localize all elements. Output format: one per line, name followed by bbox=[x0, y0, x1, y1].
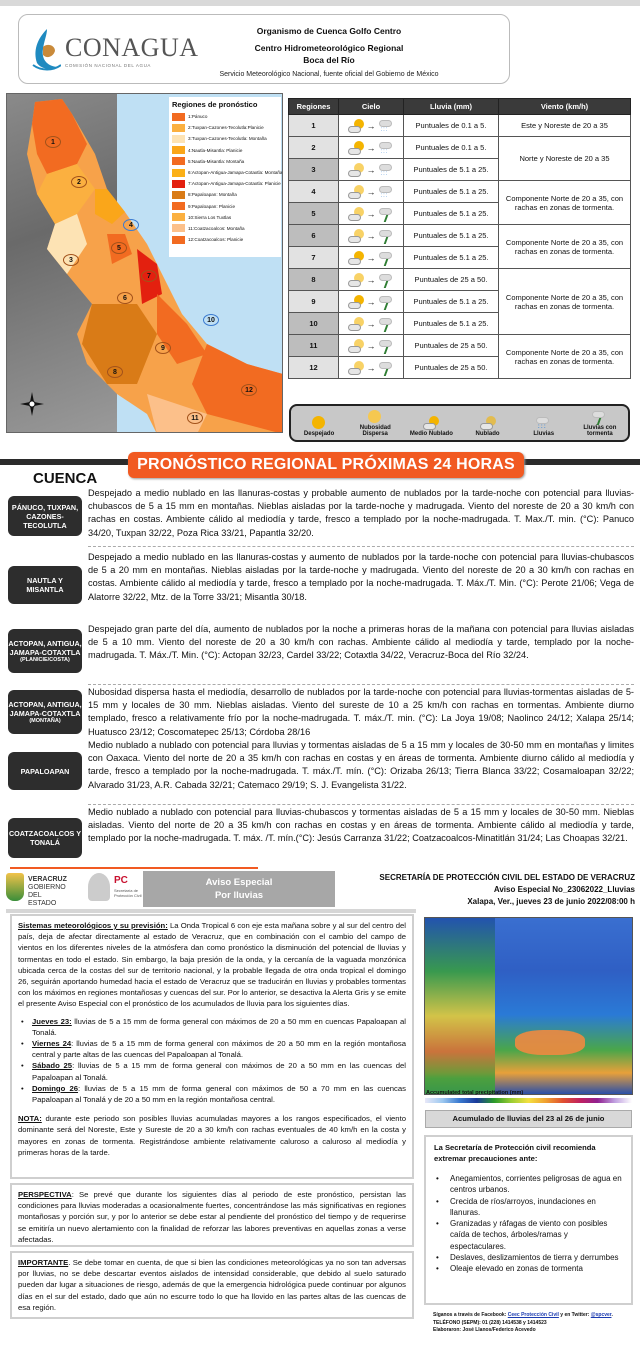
sky-legend-label: Lluvias con tormenta bbox=[583, 425, 617, 437]
aviso-date: Xalapa, Ver., jueves 23 de junio 2022/08:00 h bbox=[467, 897, 635, 906]
legend-item bbox=[172, 133, 278, 144]
thunderstorm-icon bbox=[379, 273, 395, 287]
legend-label: 10:Sierra Los Tuxtlas bbox=[188, 214, 232, 220]
rain-cell: Puntuales de 0.1 a 5. bbox=[404, 115, 499, 137]
thunderstorm-icon bbox=[379, 207, 395, 221]
basin-name: NAUTLA Y MISANTLA bbox=[26, 576, 64, 594]
sky-legend-item bbox=[574, 410, 626, 437]
day-label: Viernes 24 bbox=[32, 1039, 72, 1049]
region-badge-10: 10 bbox=[203, 314, 219, 326]
precip-title: Accumulated total precipitation (mm) bbox=[426, 1090, 524, 1096]
rain-cell: Puntuales de 25 a 50. bbox=[404, 335, 499, 357]
org-title: SECRETARÍA DE PROTECCIÓN CIVIL DEL ESTADO DE VERACRUZ bbox=[379, 873, 635, 882]
dotted-divider bbox=[88, 546, 634, 547]
daily-forecast-item bbox=[18, 1038, 406, 1060]
region-number: 9 bbox=[289, 291, 339, 313]
rain-icon: ::: bbox=[536, 416, 552, 430]
logo1-line: DEL ESTADO bbox=[28, 892, 57, 907]
dotted-divider bbox=[88, 684, 634, 685]
region-number: 10 bbox=[289, 313, 339, 335]
arrow-right-icon: → bbox=[366, 340, 376, 351]
sky-cell bbox=[339, 159, 404, 181]
daily-forecast-list bbox=[18, 1016, 406, 1106]
precip-caption: Acumulado de lluvias del 23 al 26 de junio bbox=[425, 1110, 632, 1128]
legend-swatch bbox=[172, 202, 185, 210]
legend-item bbox=[172, 234, 278, 245]
sky-legend-item bbox=[518, 416, 570, 437]
wind-cell: Este y Noreste de 20 a 35 bbox=[499, 115, 631, 137]
systems-heading: Sistemas meteorológicos y su previsión: bbox=[18, 921, 168, 930]
region-number: 2 bbox=[289, 137, 339, 159]
basin-label bbox=[8, 629, 82, 673]
legend-label: 12:Coatzacoalcos: Planicie bbox=[188, 237, 244, 243]
legend-label: 11:Coatzacoalcos: Montaña bbox=[188, 225, 245, 231]
legend-item bbox=[172, 122, 278, 133]
table-row bbox=[289, 115, 631, 137]
sky-cell bbox=[339, 313, 404, 335]
sky-cell bbox=[339, 181, 404, 203]
rain-cell: Puntuales de 5.1 a 25. bbox=[404, 313, 499, 335]
region-badge-6: 6 bbox=[117, 292, 133, 304]
sky-legend bbox=[289, 404, 630, 442]
cloudy-icon bbox=[348, 229, 364, 243]
region-number: 7 bbox=[289, 247, 339, 269]
daily-forecast-item bbox=[18, 1016, 406, 1038]
thunderstorm-icon bbox=[379, 251, 395, 265]
table-row bbox=[289, 181, 631, 203]
thunderstorm-icon bbox=[592, 410, 608, 424]
basin-description: Medio nublado a nublado con potencial para lluvias-chubascos y tormentas aisladas de 5 a 15 mm y locales de 30-50 mm. Nieblas aisladas. Viento del norte de 20 a 35 km/h con rachas en costas y en áreas de tormenta. Ambiente cálido al mediodía y tarde, templado por la noche-madrugada. T. máx. /T. mín.(°C): Jesús Carranza 31/22; Coatzacoalcos-Minatitlán 31/24; Las Choapas 32/21. bbox=[88, 807, 634, 844]
day-text: : lluvias de 5 a 15 mm de forma general con máximos de 50 a 70 mm en las cuencas Papaloapan al Tonalá y de 20 a 50 mm en la región montañosa central. bbox=[32, 1083, 406, 1105]
region-number: 4 bbox=[289, 181, 339, 203]
cloudy-icon bbox=[348, 163, 364, 177]
top-strip bbox=[0, 0, 640, 6]
basin-label bbox=[8, 690, 82, 734]
col-header-viento: Viento (km/h) bbox=[499, 99, 631, 115]
legend-item bbox=[172, 145, 278, 156]
legend-swatch bbox=[172, 135, 185, 143]
aviso-banner-line1: Aviso Especial bbox=[205, 877, 273, 888]
rain-icon: ::: bbox=[379, 185, 395, 199]
recommendation-item: • Deslaves, deslizamientos de tierra y derrumbes bbox=[434, 1252, 623, 1263]
day-label: Jueves 23: bbox=[32, 1016, 72, 1026]
header-center: Centro Hidrometeorológico Regional bbox=[254, 43, 404, 53]
basin-description: Nubosidad dispersa hasta el mediodía, desarrollo de nublados por la tarde-noche con potencial para lluvias-tormentas aisladas de 5-15 mm y locales de 30 mm. Nieblas aisladas. Viento del sureste de 10 a 25 km/h con rachas en tormentas. Ambiente diurno templado, fresco a relativamente frío por la noche-madrugada. T. máx./T. min. (°C): La Joya 19/08; Naolinco 24/12; Xalapa 25/14; Huatusco 23/12; Coscomatepec 25/13; Córdoba 28/16 bbox=[88, 687, 634, 737]
cloudy-icon bbox=[348, 361, 364, 375]
forecast-table bbox=[288, 98, 631, 379]
basin-label bbox=[8, 752, 82, 790]
pc-seal-icon bbox=[88, 873, 110, 901]
legend-item bbox=[172, 201, 278, 212]
recommendations-list bbox=[434, 1173, 623, 1275]
arrow-right-icon: → bbox=[366, 208, 376, 219]
precip-color-scale bbox=[425, 1098, 632, 1103]
rain-cell: Puntuales de 5.1 a 25. bbox=[404, 203, 499, 225]
sky-legend-label: Nublado bbox=[475, 431, 500, 437]
recommendation-item: • Oleaje elevado en zonas de tormenta bbox=[434, 1263, 623, 1274]
recommendation-item: • Granizadas y ráfagas de viento con posibles caída de techos, árboles/ramas y espectaculares. bbox=[434, 1218, 623, 1252]
sky-legend-item bbox=[293, 416, 345, 437]
thunderstorm-icon bbox=[379, 295, 395, 309]
wind-cell: Componente Norte de 20 a 35, con rachas en zonas de tormenta. bbox=[499, 181, 631, 225]
footer-phone: . TELÉFONO (SEPM): 01 (228) 1414538 y 1414523 bbox=[433, 1312, 613, 1326]
legend-item bbox=[172, 223, 278, 234]
arrow-right-icon: → bbox=[366, 252, 376, 263]
partly-cloudy-icon bbox=[348, 141, 364, 155]
recommendation-item: • Anegamientos, corrientes peligrosas de agua en centros urbanos. bbox=[434, 1173, 623, 1196]
basin-name: PAPALOAPAN bbox=[20, 766, 70, 776]
region-badge-11: 11 bbox=[187, 412, 203, 424]
legend-label: 4:Nautla-Misantla: Planicie bbox=[188, 147, 243, 153]
region-badge-1: 1 bbox=[45, 136, 61, 148]
legend-label: 1:Pánuco bbox=[188, 114, 208, 120]
rain-cell: Puntuales de 25 a 50. bbox=[404, 357, 499, 379]
basin-name: ACTOPAN, ANTIGUA, JAMAPA-COTAXTLA bbox=[8, 638, 82, 657]
arrow-right-icon: → bbox=[366, 318, 376, 329]
aviso-banner-line2: Por lluvias bbox=[214, 890, 264, 901]
region-number: 1 bbox=[289, 115, 339, 137]
facebook-link[interactable]: Ceec Protección Civil bbox=[507, 1312, 559, 1318]
sky-legend-label: Despejado bbox=[303, 431, 335, 437]
cloudy-icon bbox=[348, 207, 364, 221]
perspectiva-box bbox=[10, 1183, 414, 1247]
basin-description: Despejado a medio nublado en las llanuras-costas y aumento de nublados por la tarde-noche con potencial para lluvias-chubascos de 5 a 20 mm en montañas. Nieblas aisladas por la tarde-noche y madrugada. Viento del noreste de 20 a 30 km/h con rachas en costas. Ambiente cálido al mediodía y tarde, fresco a templado por la noche-madrugada. T. Máx./T. Min. (°C): Perote 21/06; Vega de Alatorre 32/22, Mtz. de la Torre 33/21; Misantla 30/18. bbox=[88, 552, 634, 602]
day-label: Domingo 26 bbox=[32, 1083, 79, 1093]
importante-text: . Se debe tomar en cuenta, de que si bien las condiciones meteorológicas ya no son tan adversas por lluvias, no se debe descartar eventos aislados de intensidad considerable, que debido al suelo saturado pueden dar lugar a situaciones de riesgo, además de que la emergencia hidrológica puede continuar por algunos días en el sur del estado, dado que aún no escurre todo lo que ha llovido en las partes altas de las cuencas de esa región. bbox=[18, 1258, 406, 1312]
day-text: : lluvias de 5 a 15 mm de forma general con máximos de 20 a 50 mm en la región montañosa central y parte altas de las cuencas del Papaloapan al Tonalá. bbox=[32, 1039, 406, 1060]
arrow-right-icon: → bbox=[366, 230, 376, 241]
partly-cloudy-icon bbox=[348, 119, 364, 133]
region-number: 12 bbox=[289, 357, 339, 379]
arrow-right-icon: → bbox=[366, 186, 376, 197]
rain-cell: Puntuales de 25 a 50. bbox=[404, 269, 499, 291]
legend-label: 3:Tuxpan-Cazones-Tecolutla: Montaña bbox=[188, 136, 267, 142]
nota-heading: NOTA: bbox=[18, 1114, 42, 1124]
header-source: Servicio Meteorológico Nacional, fuente oficial del Gobierno de México bbox=[219, 71, 439, 78]
logo-subtitle: COMISIÓN NACIONAL DEL AGUA bbox=[65, 63, 152, 68]
partly-cloudy-icon bbox=[348, 251, 364, 265]
map-legend bbox=[169, 97, 281, 257]
aviso-especial-banner bbox=[143, 871, 335, 907]
region-number: 6 bbox=[289, 225, 339, 247]
table-row bbox=[289, 335, 631, 357]
proteccion-civil-logo bbox=[88, 873, 148, 905]
basin-label bbox=[8, 566, 82, 604]
rain-cell: Puntuales de 0.1 a 5. bbox=[404, 137, 499, 159]
sky-cell bbox=[339, 225, 404, 247]
forecast-regions-map bbox=[6, 93, 283, 433]
sky-legend-item bbox=[462, 416, 514, 437]
gray-divider bbox=[6, 909, 416, 913]
sky-cell bbox=[339, 335, 404, 357]
cloudy-icon bbox=[348, 185, 364, 199]
legend-item bbox=[172, 178, 281, 189]
daily-forecast-item bbox=[18, 1083, 406, 1105]
legend-item bbox=[172, 111, 278, 122]
sky-legend-label: Medio Nublado bbox=[409, 431, 453, 437]
nota-text: durante este periodo son posibles lluvias acumuladas mayores a los rangos especificados, el viento dominante será del Noreste, Este y Sureste de 20 a 30 km/h con rachas eventuales de 40 km/h en la costa y mayores en zonas de tormenta. Registrándose ambiente relativamente caluroso a caluroso al mediodía y primeras horas de la tarde. bbox=[18, 1114, 406, 1157]
sun-haze-icon bbox=[367, 410, 383, 424]
sky-cell bbox=[339, 247, 404, 269]
sky-legend-item bbox=[349, 410, 401, 437]
legend-swatch bbox=[172, 113, 185, 121]
legend-swatch bbox=[172, 157, 185, 165]
twitter-link[interactable]: @spcver bbox=[590, 1312, 612, 1318]
day-label: Sábado 25 bbox=[32, 1061, 73, 1071]
footer-authors: Elaboraron: José Llanos/Federico Acevedo bbox=[433, 1327, 536, 1333]
legend-swatch bbox=[172, 236, 185, 244]
header-titles bbox=[169, 15, 489, 85]
region-badge-8: 8 bbox=[107, 366, 123, 378]
legend-swatch bbox=[172, 191, 185, 199]
cloudy-icon bbox=[348, 273, 364, 287]
logo1-line: GOBIERNO bbox=[28, 884, 66, 891]
legend-label: 5:Nautla-Misantla: Montaña bbox=[188, 158, 245, 164]
sky-cell bbox=[339, 115, 404, 137]
wind-cell: Norte y Noreste de 20 a 35 bbox=[499, 137, 631, 181]
basin-name: PÁNUCO, TUXPAN, CAZONES-TECOLUTLA bbox=[11, 502, 79, 530]
rain-icon: ::: bbox=[379, 119, 395, 133]
arrow-right-icon: → bbox=[366, 142, 376, 153]
arrow-right-icon: → bbox=[366, 120, 376, 131]
accumulated-precipitation-map bbox=[424, 917, 633, 1095]
arrow-right-icon: → bbox=[366, 274, 376, 285]
region-number: 8 bbox=[289, 269, 339, 291]
sky-cell bbox=[339, 203, 404, 225]
arrow-right-icon: → bbox=[366, 164, 376, 175]
basin-description: Despejado gran parte del día, aumento de nublados por la noche a primeras horas de la mañana con potencial para lluvias aisladas de 5 a 10 mm. Viento del noreste de 20 a 30 km/h con rachas. Ambiente cálido al mediodía y tarde, templado por la noche-madrugada. T. Máx./T. Min. (°C): Actopan 32/23, Cardel 33/22; Cotaxtla 34/22, Veracruz-Boca del Río 32/24. bbox=[88, 624, 634, 661]
recommendation-item: • Crecida de ríos/arroyos, inundaciones en llanuras. bbox=[434, 1196, 623, 1219]
legend-label: 6:Actopan-Antigua-Jamapa-Cotaxtla: Montaña bbox=[188, 170, 283, 176]
sky-legend-label: Nubosidad Dispersa bbox=[359, 425, 391, 437]
compass-icon bbox=[20, 392, 44, 416]
arrow-right-icon: → bbox=[366, 296, 376, 307]
basin-name: COATZACOALCOS Y TONALÁ bbox=[8, 829, 81, 847]
cloudy-icon bbox=[348, 339, 364, 353]
recommendations-title: La Secretaría de Protección civil recomienda extremar precauciones ante: bbox=[434, 1143, 596, 1163]
wind-cell: Componente Norte de 20 a 35, con rachas en zonas de tormenta. bbox=[499, 269, 631, 335]
sky-cell bbox=[339, 269, 404, 291]
legend-swatch bbox=[172, 124, 185, 132]
veracruz-logo bbox=[6, 873, 71, 905]
legend-label: 8:Papaloapan: Montaña bbox=[188, 192, 237, 198]
legend-item bbox=[172, 189, 278, 200]
logo-text: CONAGUA bbox=[65, 33, 199, 62]
region-badge-12: 12 bbox=[241, 384, 257, 396]
footer-mid: y en Twitter: bbox=[558, 1312, 591, 1318]
day-text: lluvias de 5 a 15 mm de forma general con máximos de 20 a 50 mm en cuencas Papaloapan al Tonalá. bbox=[32, 1016, 406, 1037]
table-row bbox=[289, 225, 631, 247]
region-badge-3: 3 bbox=[63, 254, 79, 266]
sky-cell bbox=[339, 137, 404, 159]
basin-description: Medio nublado a nublado con potencial para lluvias y tormentas aisladas de 5 a 15 mm y locales de 30-50 mm en montañas y limites con Oaxaca. Viento del norte de 20 a 35 km/h con rachas en costas y en áreas de tormenta. Ambiente diurno cálido al mediodía y tarde, fresco a templado por la noche-madrugada. T. máx./T. mín. (°C): Orizaba 26/13; Tierra Blanca 33/22; Cosamaloapan 32/22; Alvarado 31/23, A.R. Cabada 32/21; Catemaco 29/19; S. J. Evangelista 31/22. bbox=[88, 740, 634, 790]
legend-item bbox=[172, 212, 278, 223]
aviso-header bbox=[345, 872, 635, 908]
systems-text: La Onda Tropical 6 con eje esta mañana sobre y al sur del centro del país, deja de afectar directamente al estado de Veracruz, que en combinación con el cambio del campo de vientos en los diferentes niveles de la atmósfera dan como pronóstico la disminución del potencial de lluvias y tormentas en todo el estado. Sin embargo, la baja presión de la onda, y la cercanía de la vaguada monzónica ubicada cerca de la costas del sur de territorio nacional, y la probable llegada de otra onda tropical el domingo 26, seguirán aportando humedad hacia el estado de Veracruz que se traducirán en lluvias y probables tormentas con los máximos en regiones montañosas y cuencas del sur. Por lo anterior, se desactiva la Alerta Gris y se emite el presente Aviso Especial con el pronóstico de los acumulados de lluvia para los siguientes días. bbox=[18, 921, 406, 1009]
basin-description: Despejado a medio nublado en las llanuras-costas y probable aumento de nublados por la tarde-noche con potencial para lluvias-chubascos de 5 a 15 mm en montañas. Nieblas aisladas por la tarde-noche y madrugada. Viento del noreste de 20 a 30 km/h con rachas en costas. Ambiente cálido al mediodía y tarde, fresco a templado por la noche-madrugada. T. Max./T. min. (°C): Panuco 34/20, Tuxpan 32/22, Poza Rica 33/21, Papantla 32/20. bbox=[88, 488, 634, 538]
conagua-logo bbox=[29, 27, 199, 73]
footer-prefix: Síganos a través de Facebook: bbox=[433, 1312, 508, 1318]
cloudy-icon bbox=[480, 416, 496, 430]
perspectiva-heading: PERSPECTIVA bbox=[18, 1190, 72, 1199]
basin-label bbox=[8, 496, 82, 536]
basin-label bbox=[8, 818, 82, 858]
legend-label: 7:Actopan-Antigua-Jamapa-Cotaxtla: Planicie bbox=[188, 181, 281, 187]
legend-swatch bbox=[172, 169, 185, 177]
legend-swatch bbox=[172, 224, 185, 232]
sun-icon bbox=[311, 416, 327, 430]
daily-forecast-item bbox=[18, 1060, 406, 1082]
precip-maxima bbox=[515, 1030, 585, 1055]
arrow-right-icon: → bbox=[366, 362, 376, 373]
basin-sub: (MONTAÑA) bbox=[29, 717, 61, 724]
pc-subtitle: Secretaría de Protección Civil bbox=[114, 888, 142, 898]
thunderstorm-icon bbox=[379, 317, 395, 331]
wind-cell: Componente Norte de 20 a 35, con rachas en zonas de tormenta. bbox=[499, 335, 631, 379]
partly-cloudy-icon bbox=[423, 416, 439, 430]
cloudy-icon bbox=[348, 317, 364, 331]
header-location: Boca del Río bbox=[303, 55, 355, 65]
basin-sub: (PLANICIE/COSTA) bbox=[20, 656, 70, 663]
cuenca-heading: CUENCA bbox=[33, 470, 98, 487]
table-row bbox=[289, 137, 631, 159]
region-badge-7: 7 bbox=[141, 270, 157, 282]
region-badge-4: 4 bbox=[123, 219, 139, 231]
rain-cell: Puntuales de 5.1 a 25. bbox=[404, 159, 499, 181]
legend-label: 9:Papaloapan: Planicie bbox=[188, 203, 235, 209]
legend-swatch bbox=[172, 146, 185, 154]
legend-label: 2:Tuxpan-Cazones-Tecolutla:Planicie bbox=[188, 125, 264, 131]
thunderstorm-icon bbox=[379, 339, 395, 353]
recommendations-box bbox=[424, 1135, 633, 1305]
day-text: : lluvias de 5 a 15 mm de forma general con máximos de 20 a 50 mm en las cuencas del Papaloapan al Tonalá. bbox=[32, 1061, 406, 1082]
partly-cloudy-icon bbox=[348, 295, 364, 309]
perspectiva-text: : Se prevé que durante los siguientes días al periodo de este pronóstico, persistan las condiciones para lluvias moderadas a ocasionalmente fuertes, concentrándose las más significativas en regiones montañosas y porción sur, y por lo anterior se debe estar al pendiente del pronóstico del tiempo y de requerirse se emitiría un nuevo alertamiento con la finalidad de reforzar las labores preventivas en aquellas zonas a verse afectadas. bbox=[18, 1190, 406, 1244]
rain-cell: Puntuales de 5.1 a 25. bbox=[404, 291, 499, 313]
table-row bbox=[289, 269, 631, 291]
sky-cell bbox=[339, 291, 404, 313]
sky-legend-label: Lluvias bbox=[533, 431, 555, 437]
region-badge-5: 5 bbox=[111, 242, 127, 254]
region-badge-9: 9 bbox=[155, 342, 171, 354]
region-number: 3 bbox=[289, 159, 339, 181]
wind-cell: Componente Norte de 20 a 35, con rachas en zonas de tormenta. bbox=[499, 225, 631, 269]
regional-forecast-title: PRONÓSTICO REGIONAL PRÓXIMAS 24 HORAS bbox=[128, 452, 524, 478]
veracruz-shield-icon bbox=[6, 873, 24, 901]
header-org: Organismo de Cuenca Golfo Centro bbox=[256, 26, 402, 36]
rain-icon: ::: bbox=[379, 163, 395, 177]
thunderstorm-icon bbox=[379, 361, 395, 375]
col-header-cielo: Cielo bbox=[339, 99, 404, 115]
contact-footer bbox=[433, 1312, 638, 1335]
pc-title: PC bbox=[114, 875, 128, 886]
dotted-divider bbox=[88, 804, 634, 805]
col-header-lluvia: Lluvia (mm) bbox=[404, 99, 499, 115]
legend-title: Regiones de pronóstico bbox=[172, 100, 258, 109]
legend-item bbox=[172, 156, 278, 167]
col-header-regiones: Regiones bbox=[289, 99, 339, 115]
conagua-header bbox=[18, 14, 510, 84]
sky-legend-item bbox=[405, 416, 457, 437]
legend-item bbox=[172, 167, 283, 178]
thunderstorm-icon bbox=[379, 229, 395, 243]
logo1-line: VERACRUZ bbox=[28, 876, 67, 883]
importante-heading: IMPORTANTE bbox=[18, 1258, 69, 1267]
importante-box bbox=[10, 1251, 414, 1319]
rain-cell: Puntuales de 5.1 a 25. bbox=[404, 225, 499, 247]
orange-divider bbox=[10, 867, 258, 869]
aviso-number: Aviso Especial No_23062022_Lluvias bbox=[493, 885, 635, 894]
rain-cell: Puntuales de 5.1 a 25. bbox=[404, 247, 499, 269]
conagua-emblem-icon bbox=[29, 27, 61, 73]
legend-swatch bbox=[172, 213, 185, 221]
legend-swatch bbox=[172, 180, 185, 188]
systems-box bbox=[10, 914, 414, 1179]
region-badge-2: 2 bbox=[71, 176, 87, 188]
rain-icon: ::: bbox=[379, 141, 395, 155]
region-number: 5 bbox=[289, 203, 339, 225]
region-number: 11 bbox=[289, 335, 339, 357]
precip-land bbox=[425, 918, 495, 1095]
rain-cell: Puntuales de 5.1 a 25. bbox=[404, 181, 499, 203]
basin-name: ACTOPAN, ANTIGUA, JAMAPA-COTAXTLA bbox=[8, 699, 82, 718]
sky-cell bbox=[339, 357, 404, 379]
